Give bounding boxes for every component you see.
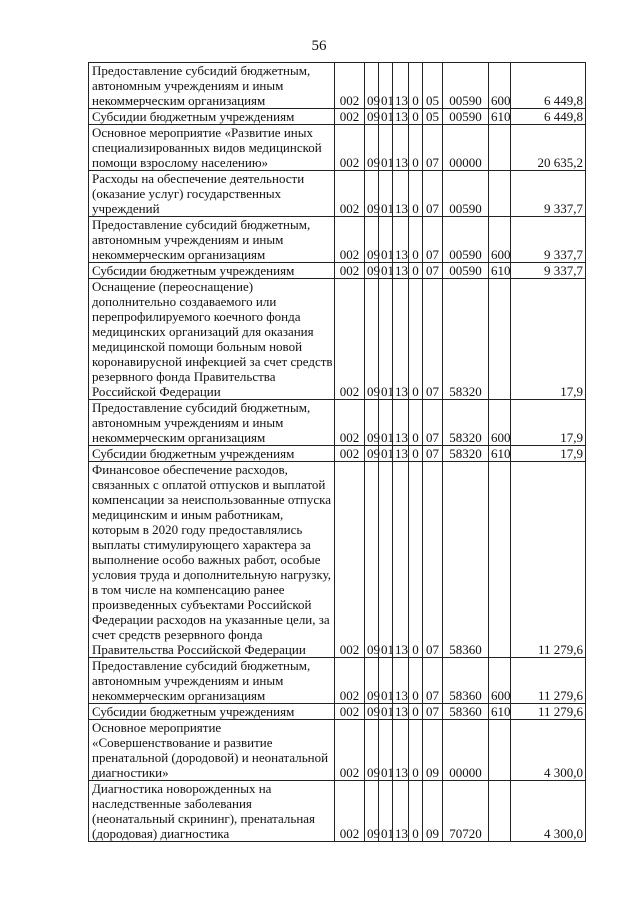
section-code: 09 [365,279,379,400]
activity-code: 05 [423,109,443,125]
expense-type-code [489,125,511,171]
ministry-code: 002 [335,658,365,704]
direction-code: 00590 [443,109,489,125]
direction-code: 70720 [443,781,489,842]
table-row [89,720,586,781]
activity-code: 07 [423,462,443,658]
subsection-code: 01 [379,658,393,704]
subprogram-code: 0 [409,171,423,217]
table-row [89,217,586,263]
subsection-code: 01 [379,125,393,171]
section-code: 09 [365,171,379,217]
program-code: 13 [393,658,409,704]
activity-code: 07 [423,125,443,171]
subsection-code: 01 [379,263,393,279]
subsection-code: 01 [379,446,393,462]
row-name: Расходы на обеспечение деятельности (оказание услуг) государственных учреждений [89,171,335,217]
amount: 6 449,8 [511,63,586,109]
table-row [89,109,586,125]
table-row [89,658,586,704]
program-code: 13 [393,462,409,658]
section-code: 09 [365,63,379,109]
expense-type-code: 600 [489,63,511,109]
row-name: Финансовое обеспечение расходов, связанных с оплатой отпусков и выплатой компенсации за неиспользованные отпуска медицинским и иным работникам, которым в 2020 году предоставлялись выплаты стимулирующего характера за выполнение особо важных работ, особые условия труда и дополнительную нагрузку, в том числе на компенсацию ранее произведенных субъектами Российской Федерации расходов на указанные цели, за счет средств резервного фонда Правительства Российской Федерации [89,462,335,658]
program-code: 13 [393,217,409,263]
row-name: Предоставление субсидий бюджетным, автономным учреждениям и иным некоммерческим организациям [89,217,335,263]
subsection-code: 01 [379,279,393,400]
section-code: 09 [365,720,379,781]
ministry-code: 002 [335,462,365,658]
amount: 11 279,6 [511,658,586,704]
subprogram-code: 0 [409,63,423,109]
section-code: 09 [365,446,379,462]
row-name: Предоставление субсидий бюджетным, автономным учреждениям и иным некоммерческим организациям [89,658,335,704]
expense-type-code: 610 [489,446,511,462]
row-name: Субсидии бюджетным учреждениям [89,109,335,125]
program-code: 13 [393,704,409,720]
section-code: 09 [365,217,379,263]
page-number: 56 [311,38,327,54]
row-name: Основное мероприятие «Совершенствование и развитие пренатальной (дородовой) и неонатальной диагностики» [89,720,335,781]
amount: 9 337,7 [511,217,586,263]
subsection-code: 01 [379,171,393,217]
direction-code: 58320 [443,446,489,462]
row-name: Субсидии бюджетным учреждениям [89,446,335,462]
subsection-code: 01 [379,217,393,263]
direction-code: 58320 [443,279,489,400]
direction-code: 58320 [443,400,489,446]
expense-type-code: 600 [489,400,511,446]
direction-code: 58360 [443,658,489,704]
amount: 17,9 [511,446,586,462]
table-row [89,704,586,720]
expense-type-code [489,279,511,400]
ministry-code: 002 [335,704,365,720]
ministry-code: 002 [335,125,365,171]
activity-code: 07 [423,217,443,263]
amount: 6 449,8 [511,109,586,125]
expense-type-code [489,781,511,842]
ministry-code: 002 [335,400,365,446]
row-name: Оснащение (переоснащение) дополнительно создаваемого или перепрофилируемого коечного фонда медицинских организаций для оказания медицинской помощи больным новой коронавирусной инфекцией за счет средств резервного фонда Правительства Российской Федерации [89,279,335,400]
direction-code: 00590 [443,63,489,109]
subsection-code: 01 [379,400,393,446]
subprogram-code: 0 [409,125,423,171]
table-row [89,171,586,217]
activity-code: 07 [423,263,443,279]
subprogram-code: 0 [409,704,423,720]
program-code: 13 [393,720,409,781]
ministry-code: 002 [335,446,365,462]
expense-type-code: 600 [489,217,511,263]
program-code: 13 [393,279,409,400]
section-code: 09 [365,400,379,446]
table-row [89,462,586,658]
program-code: 13 [393,263,409,279]
expense-type-code [489,171,511,217]
expense-type-code: 610 [489,704,511,720]
activity-code: 07 [423,446,443,462]
program-code: 13 [393,63,409,109]
amount: 11 279,6 [511,704,586,720]
expense-type-code: 600 [489,658,511,704]
subprogram-code: 0 [409,279,423,400]
table-row [89,125,586,171]
activity-code: 07 [423,279,443,400]
direction-code: 00590 [443,217,489,263]
activity-code: 07 [423,658,443,704]
budget-table [88,62,586,842]
expense-type-code: 610 [489,263,511,279]
section-code: 09 [365,704,379,720]
row-name: Субсидии бюджетным учреждениям [89,704,335,720]
subprogram-code: 0 [409,400,423,446]
program-code: 13 [393,125,409,171]
activity-code: 07 [423,171,443,217]
activity-code: 09 [423,781,443,842]
row-name: Субсидии бюджетным учреждениям [89,263,335,279]
program-code: 13 [393,781,409,842]
expense-type-code [489,462,511,658]
section-code: 09 [365,263,379,279]
ministry-code: 002 [335,63,365,109]
amount: 17,9 [511,279,586,400]
section-code: 09 [365,125,379,171]
table-row [89,63,586,109]
ministry-code: 002 [335,781,365,842]
section-code: 09 [365,109,379,125]
table-row [89,781,586,842]
ministry-code: 002 [335,279,365,400]
ministry-code: 002 [335,171,365,217]
row-name: Диагностика новорожденных на наследственные заболевания (неонатальный скрининг), пренатальная (дородовая) диагностика [89,781,335,842]
subsection-code: 01 [379,720,393,781]
direction-code: 00590 [443,171,489,217]
subprogram-code: 0 [409,781,423,842]
row-name: Предоставление субсидий бюджетным, автономным учреждениям и иным некоммерческим организациям [89,400,335,446]
activity-code: 09 [423,720,443,781]
subsection-code: 01 [379,63,393,109]
subprogram-code: 0 [409,462,423,658]
subsection-code: 01 [379,462,393,658]
subsection-code: 01 [379,109,393,125]
expense-type-code: 610 [489,109,511,125]
row-name: Основное мероприятие «Развитие иных специализированных видов медицинской помощи взрослому населению» [89,125,335,171]
program-code: 13 [393,109,409,125]
direction-code: 00000 [443,125,489,171]
direction-code: 58360 [443,704,489,720]
subsection-code: 01 [379,781,393,842]
amount: 4 300,0 [511,781,586,842]
section-code: 09 [365,781,379,842]
row-name: Предоставление субсидий бюджетным, автономным учреждениям и иным некоммерческим организациям [89,63,335,109]
activity-code: 05 [423,63,443,109]
subprogram-code: 0 [409,446,423,462]
ministry-code: 002 [335,109,365,125]
ministry-code: 002 [335,217,365,263]
program-code: 13 [393,400,409,446]
subprogram-code: 0 [409,658,423,704]
activity-code: 07 [423,400,443,446]
direction-code: 00000 [443,720,489,781]
amount: 11 279,6 [511,462,586,658]
program-code: 13 [393,171,409,217]
amount: 20 635,2 [511,125,586,171]
subprogram-code: 0 [409,720,423,781]
section-code: 09 [365,658,379,704]
subprogram-code: 0 [409,263,423,279]
subprogram-code: 0 [409,109,423,125]
direction-code: 00590 [443,263,489,279]
amount: 17,9 [511,400,586,446]
amount: 4 300,0 [511,720,586,781]
direction-code: 58360 [443,462,489,658]
amount: 9 337,7 [511,171,586,217]
section-code: 09 [365,462,379,658]
program-code: 13 [393,446,409,462]
amount: 9 337,7 [511,263,586,279]
ministry-code: 002 [335,720,365,781]
activity-code: 07 [423,704,443,720]
table-row [89,446,586,462]
ministry-code: 002 [335,263,365,279]
table-row [89,400,586,446]
subsection-code: 01 [379,704,393,720]
table-row [89,279,586,400]
table-row [89,263,586,279]
expense-type-code [489,720,511,781]
subprogram-code: 0 [409,217,423,263]
